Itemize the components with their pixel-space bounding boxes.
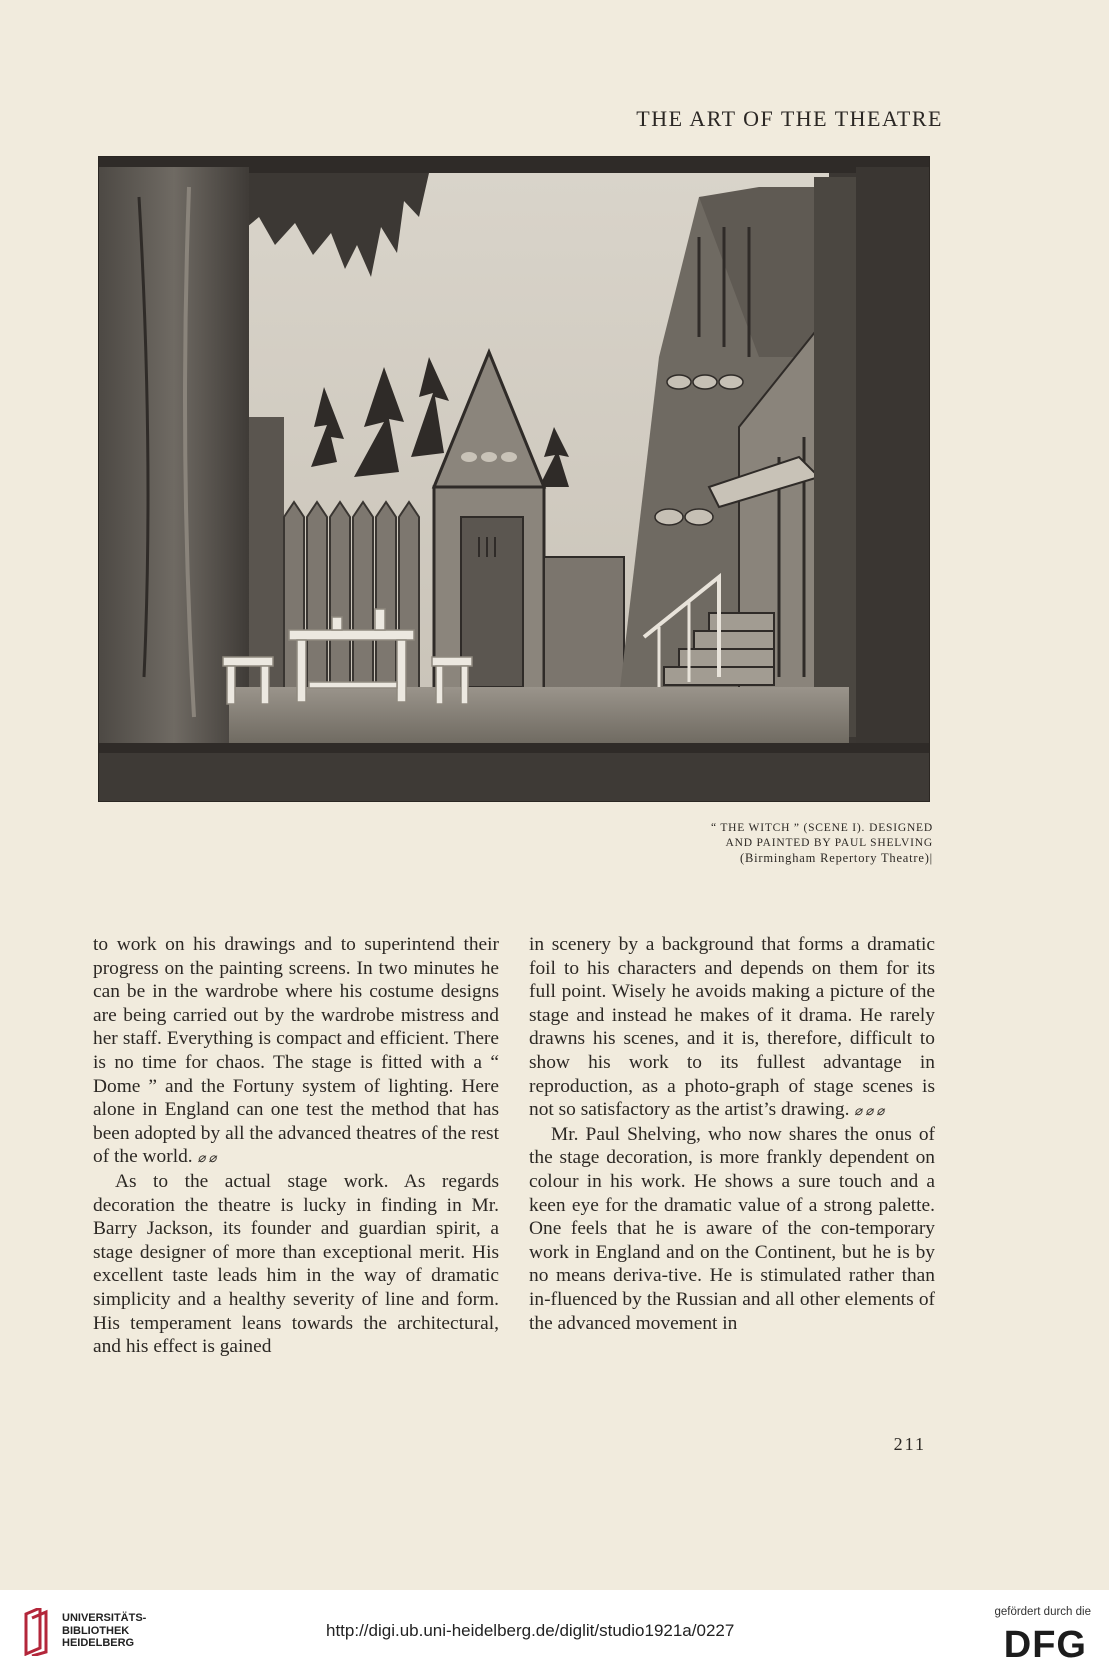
page-number: 211: [893, 1434, 926, 1454]
stage-set-illustration: [99, 157, 929, 801]
running-head: THE ART OF THE THEATRE: [636, 106, 943, 131]
caption-play-title: “ THE WITCH ” (SCENE I).: [710, 822, 866, 834]
left-paragraph-2: As to the actual stage work. As regards decoration the theatre is lucky in finding in Mr. Barry Jackson, its founder and guardian spirit, a stage designer of more than exceptional merit. His excellent taste leads him in the way of dramatic simplicity and a healthy severity of line and form. His temperament leans towards the architectural, and his effect is gained: [93, 1170, 499, 1358]
caption-designed: DESIGNED: [869, 822, 933, 834]
digitization-footer: [0, 1590, 1109, 1674]
funding-note: gefördert durch die: [994, 1606, 1091, 1618]
caption-line-1: [711, 820, 933, 836]
university-library-logo-icon: [22, 1608, 54, 1656]
permalink-url[interactable]: http://digi.ub.uni-heidelberg.de/diglit/studio1921a/0227: [326, 1621, 735, 1640]
right-paragraph-1: in scenery by a background that forms a dramatic foil to his characters and depends on them for its full point. Wisely he avoids making a picture of the stage and instead he makes of it drama. He rarely drawns his scenes, and it is, therefore, difficult to show his work to its fullest advantage in reproduction, as a photo-graph of stage scenes is not so satisfactory as the artist’s drawing. ⌀ ⌀ ⌀: [529, 934, 935, 1121]
ornament-marks: ⌀ ⌀ ⌀: [854, 1103, 885, 1119]
left-column: [93, 933, 499, 1359]
plate-caption: [711, 820, 933, 866]
stage-set-plate: [99, 157, 929, 801]
library-name: UNIVERSITÄTS- BIBLIOTHEK HEIDELBERG: [62, 1612, 147, 1649]
right-column: [529, 933, 935, 1335]
left-paragraph-1: to work on his drawings and to superintend their progress on the painting screens. In two minutes he can be in the wardrobe where his costume designs are being carried out by the wardrobe mistress and her staff. Everything is compact and efficient. There is no time for chaos. The stage is fitted with a “ Dome ” and the Fortuny system of lighting. Here alone in England can one test the method that has been adopted by all the advanced theatres of the rest of the world. ⌀ ⌀: [93, 934, 499, 1168]
caption-line-2: AND PAINTED BY PAUL SHELVING: [725, 837, 933, 849]
dfg-logo: DFG: [1003, 1624, 1087, 1666]
ornament-marks: ⌀ ⌀: [197, 1150, 217, 1166]
right-paragraph-2: Mr. Paul Shelving, who now shares the onus of the stage decoration, is more frankly dependent on colour in his work. He shows a sure touch and a keen eye for the dramatic value of a strong palette. One feels that he is aware of the con-temporary work in England and on the Continent, but he is by no means deriva-tive. He is stimulated rather than in-fluenced by the Russian and all other elements of the advanced movement in: [529, 1123, 935, 1334]
caption-line-3: (Birmingham Repertory Theatre)|: [740, 851, 933, 865]
